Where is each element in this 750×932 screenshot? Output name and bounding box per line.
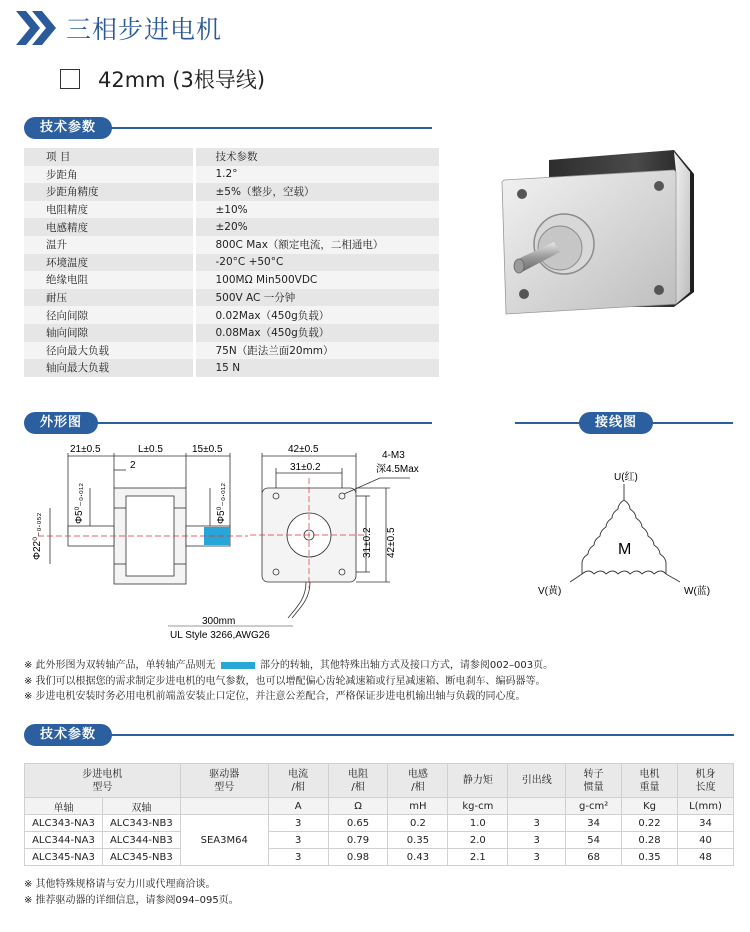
table-header-cell: 机身 长度	[677, 764, 733, 798]
table-header-cell: 步进电机 型号	[25, 764, 181, 798]
table-unit-cell: kg-cm	[448, 798, 508, 815]
spec-item: 步距角	[24, 166, 194, 184]
spec-item: 环境温度	[24, 254, 194, 272]
table-cell: ALC344-NB3	[102, 832, 180, 849]
spec-item: 径向最大负载	[24, 342, 194, 360]
spec-row	[24, 254, 439, 272]
table-cell: 2.0	[448, 832, 508, 849]
table-unit-cell: Ω	[328, 798, 388, 815]
table-header-cell: 电流 /相	[268, 764, 328, 798]
outline-drawing	[18, 438, 458, 653]
table-cell: 3	[508, 849, 566, 866]
dim-42-side: 42±0.5	[386, 527, 397, 558]
spec-value: 0.08Max（450g负载）	[194, 324, 439, 342]
table-header-cell: 静力矩	[448, 764, 508, 798]
page-title	[16, 10, 222, 46]
spec-value: 500V AC 一分钟	[194, 289, 439, 307]
dim-L: L±0.5	[138, 444, 163, 455]
table-cell: 3	[508, 832, 566, 849]
table-unit-row	[25, 798, 734, 815]
spec-item: 项 目	[24, 148, 194, 166]
table-cell: 54	[566, 832, 622, 849]
spec-value: 1.2°	[194, 166, 439, 184]
spec-value: ±5%（整步，空载）	[194, 183, 439, 201]
spec-value: 75N（距法兰面20mm）	[194, 342, 439, 360]
table-unit-cell	[508, 798, 566, 815]
table-row	[25, 832, 734, 849]
cable-length: 300mm	[202, 616, 236, 627]
table-unit-cell: Kg	[622, 798, 678, 815]
wire-w-label: W(蓝)	[684, 586, 711, 597]
cable-spec: UL Style 3266,AWG26	[170, 630, 270, 641]
spec-value: -20°C +50°C	[194, 254, 439, 272]
table-header-row	[25, 764, 734, 798]
driver-cell: SEA3M64	[180, 815, 268, 866]
dim-15: 15±0.5	[192, 444, 223, 455]
subtitle	[60, 64, 265, 94]
table-cell: 68	[566, 849, 622, 866]
spec-value: 800C Max（额定电流，二相通电）	[194, 236, 439, 254]
note-5: ※ 推荐驱动器的详细信息，请参阅094–095页。	[24, 894, 239, 906]
notes-params	[24, 877, 734, 908]
hole-depth: 深4.5Max	[376, 464, 419, 475]
motor-photo	[494, 142, 714, 322]
dim-phi5-b: Φ5⁰₋₀.₀₁₂	[216, 482, 227, 524]
table-header-cell: 驱动器 型号	[180, 764, 268, 798]
motor-label: M	[618, 541, 632, 558]
subtitle-text: 42mm (3根导线)	[98, 68, 266, 92]
table-cell: 0.22	[622, 815, 678, 832]
section-title: 技术参数	[24, 724, 112, 746]
table-cell: 34	[566, 815, 622, 832]
table-unit-cell: L(mm)	[677, 798, 733, 815]
spec-item: 轴向最大负载	[24, 359, 194, 377]
dim-phi5-a: Φ5⁰₋₀.₀₁₂	[74, 482, 85, 524]
spec-row	[24, 148, 439, 166]
spec-item: 径向间隙	[24, 306, 194, 324]
hole-spec: 4-M3	[382, 450, 405, 461]
section-header-tech2	[24, 724, 734, 746]
spec-value: ±10%	[194, 201, 439, 219]
table-cell: 3	[268, 815, 328, 832]
table-cell: ALC345-NA3	[25, 849, 103, 866]
spec-table	[24, 148, 439, 377]
section-header-tech	[24, 117, 432, 139]
table-cell: 2.1	[448, 849, 508, 866]
title-text: 三相步进电机	[66, 15, 223, 44]
spec-row	[24, 236, 439, 254]
wire-u-label: U(红)	[614, 472, 638, 483]
notes-outline	[24, 658, 734, 705]
table-cell: 48	[677, 849, 733, 866]
spec-item: 电阻精度	[24, 201, 194, 219]
section-title: 接线图	[579, 412, 653, 434]
table-cell: 0.65	[328, 815, 388, 832]
table-unit-cell: g-cm²	[566, 798, 622, 815]
section-header-outline	[24, 412, 432, 434]
spec-row	[24, 306, 439, 324]
table-cell: 1.0	[448, 815, 508, 832]
table-unit-cell: 双轴	[102, 798, 180, 815]
table-cell: 3	[508, 815, 566, 832]
table-row	[25, 815, 734, 832]
table-header-cell: 电机 重量	[622, 764, 678, 798]
note-3: ※ 步进电机安装时务必用电机前端盖安装止口定位，并注意公差配合，严格保证步进电机输出轴与负载的同心度。	[24, 691, 526, 702]
spec-row	[24, 271, 439, 289]
table-cell: 40	[677, 832, 733, 849]
table-cell: 0.79	[328, 832, 388, 849]
table-header-cell: 电阻 /相	[328, 764, 388, 798]
spec-item: 步距角精度	[24, 183, 194, 201]
spec-value: 0.02Max（450g负载）	[194, 306, 439, 324]
spec-row	[24, 324, 439, 342]
spec-value: 100MΩ Min500VDC	[194, 271, 439, 289]
spec-value: 15 N	[194, 359, 439, 377]
spec-row	[24, 166, 439, 184]
table-unit-cell	[180, 798, 268, 815]
double-chevron-icon	[16, 11, 58, 45]
spec-item: 电感精度	[24, 218, 194, 236]
spec-value: 技术参数	[194, 148, 439, 166]
note-2: ※ 我们可以根据您的需求制定步进电机的电气参数，也可以增配偏心齿轮减速箱或行星减速箱、断电刹车、编码器等。	[24, 675, 546, 687]
checkbox-square-icon	[60, 69, 80, 89]
table-cell: 0.98	[328, 849, 388, 866]
spec-item: 轴向间隙	[24, 324, 194, 342]
table-header-cell: 电感 /相	[388, 764, 448, 798]
spec-item: 耐压	[24, 289, 194, 307]
table-unit-cell: A	[268, 798, 328, 815]
wiring-diagram	[530, 470, 730, 610]
table-row	[25, 849, 734, 866]
table-cell: ALC343-NA3	[25, 815, 103, 832]
spec-row	[24, 201, 439, 219]
section-title: 外形图	[24, 412, 98, 434]
param-table	[24, 763, 734, 866]
table-cell: 0.35	[622, 849, 678, 866]
dim-31-top: 31±0.2	[290, 462, 321, 473]
table-cell: 3	[268, 832, 328, 849]
table-unit-cell: mH	[388, 798, 448, 815]
table-cell: ALC344-NA3	[25, 832, 103, 849]
spec-item: 温升	[24, 236, 194, 254]
note-4: ※ 其他特殊规格请与安力川或代理商洽谈。	[24, 879, 216, 890]
dim-phi22: Φ22⁰₋₀.₀₅₂	[32, 512, 43, 560]
table-cell: ALC345-NB3	[102, 849, 180, 866]
table-header-cell: 引出线	[508, 764, 566, 798]
table-cell: 0.2	[388, 815, 448, 832]
table-cell: 0.28	[622, 832, 678, 849]
section-header-wiring	[515, 412, 733, 434]
table-cell: 34	[677, 815, 733, 832]
dim-2: 2	[130, 460, 136, 471]
dim-21: 21±0.5	[70, 444, 101, 455]
spec-item: 绝缘电阻	[24, 271, 194, 289]
dim-31-side: 31±0.2	[362, 527, 373, 558]
spec-row	[24, 342, 439, 360]
spec-value: ±20%	[194, 218, 439, 236]
section-title: 技术参数	[24, 117, 112, 139]
dim-42-top: 42±0.5	[288, 444, 319, 455]
table-header-cell: 转子 惯量	[566, 764, 622, 798]
wire-v-label: V(黄)	[538, 586, 562, 597]
table-cell: 0.43	[388, 849, 448, 866]
table-cell: ALC343-NB3	[102, 815, 180, 832]
spec-row	[24, 359, 439, 377]
table-unit-cell: 单轴	[25, 798, 103, 815]
table-cell: 0.35	[388, 832, 448, 849]
table-cell: 3	[268, 849, 328, 866]
note-1: ※ 此外形图为双转轴产品，单转轴产品则无 部分的转轴，其他特殊出轴方式及接口方式，请参阅002–003页。	[24, 660, 554, 671]
spec-row	[24, 183, 439, 201]
spec-row	[24, 218, 439, 236]
spec-row	[24, 289, 439, 307]
shaft-color-swatch	[221, 662, 255, 669]
